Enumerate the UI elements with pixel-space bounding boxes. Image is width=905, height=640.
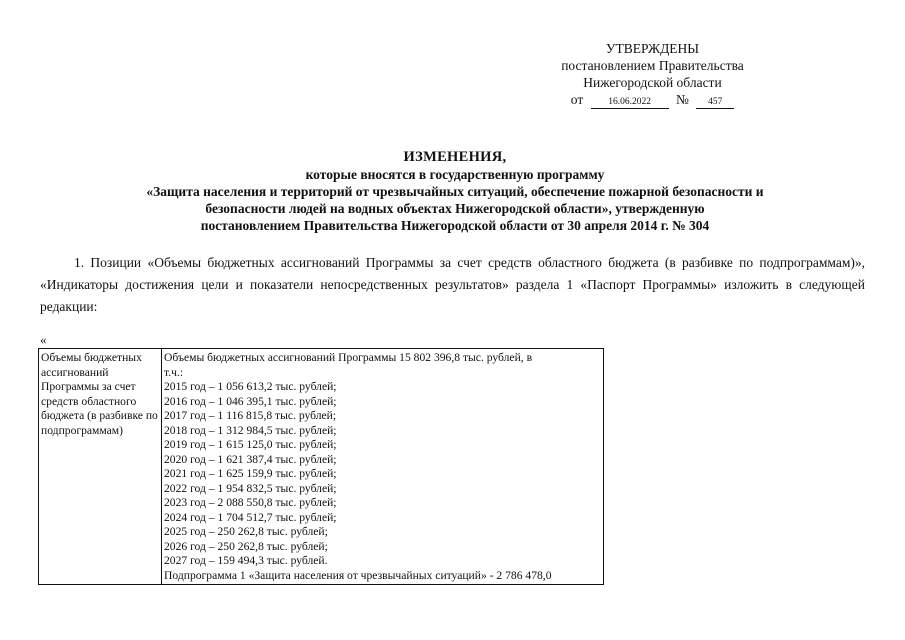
budget-line: 2021 год – 1 625 159,9 тыс. рублей; bbox=[164, 467, 337, 480]
approval-line-resolution: постановлением Правительства bbox=[561, 58, 744, 73]
approval-number-sign: № bbox=[675, 92, 689, 107]
budget-table-label: Объемы бюджетных ассигнований Программы за счет средств областного бюджета (в разбивке по подпрограммам) bbox=[39, 349, 162, 585]
heading-line-3: «Защита населения и территорий от чрезвычайных ситуаций, обеспечение пожарной безопасности и bbox=[146, 184, 764, 199]
budget-line: 2027 год – 159 494,3 тыс. рублей. bbox=[164, 554, 328, 567]
approval-stamp bbox=[530, 40, 775, 109]
heading-line-5: постановлением Правительства Нижегородской области от 30 апреля 2014 г. № 304 bbox=[200, 218, 710, 233]
approval-date-line bbox=[530, 91, 775, 109]
approval-number: 457 bbox=[696, 96, 734, 109]
table-row bbox=[39, 349, 604, 585]
approval-date: 16.06.2022 bbox=[591, 96, 669, 109]
heading-line-4: безопасности людей на водных объектах Нижегородской области», утвержденную bbox=[205, 201, 705, 216]
document-heading bbox=[60, 149, 850, 234]
budget-line: 2015 год – 1 056 613,2 тыс. рублей; bbox=[164, 380, 337, 393]
amendment-paragraph-text: 1. Позиции «Объемы бюджетных ассигнований Программы за счет средств областного бюджета (в разбивке по подпрограммам)», «Индикаторы достижения цели и показатели непосредственных результатов» раздела 1 «Паспорт Программы» изложить в следующей редакции: bbox=[40, 255, 865, 314]
budget-line: 2025 год – 250 262,8 тыс. рублей; bbox=[164, 525, 328, 538]
approval-title: УТВЕРЖДЕНЫ bbox=[605, 41, 700, 56]
amendment-paragraph bbox=[40, 252, 865, 318]
budget-line: т.ч.: bbox=[164, 365, 184, 379]
budget-line: 2019 год – 1 615 125,0 тыс. рублей; bbox=[164, 438, 337, 451]
approval-date-prefix: от bbox=[570, 92, 584, 107]
budget-table bbox=[38, 348, 604, 585]
budget-table-content bbox=[162, 349, 604, 585]
budget-line: 2022 год – 1 954 832,5 тыс. рублей; bbox=[164, 481, 337, 495]
budget-line: 2023 год – 2 088 550,8 тыс. рублей; bbox=[164, 496, 337, 509]
opening-quote-mark: « bbox=[40, 332, 47, 347]
budget-line: 2017 год – 1 116 815,8 тыс. рублей; bbox=[164, 409, 337, 422]
budget-line: Объемы бюджетных ассигнований Программы 15 802 396,8 тыс. рублей, в bbox=[164, 351, 533, 364]
heading-line-2: которые вносятся в государственную программу bbox=[305, 167, 605, 182]
document-title: ИЗМЕНЕНИЯ, bbox=[403, 149, 507, 165]
budget-line: 2018 год – 1 312 984,5 тыс. рублей; bbox=[164, 423, 337, 437]
budget-line: 2016 год – 1 046 395,1 тыс. рублей; bbox=[164, 394, 337, 408]
approval-line-region: Нижегородской области bbox=[583, 75, 722, 90]
budget-line: Подпрограмма 1 «Защита населения от чрезвычайных ситуаций» - 2 786 478,0 bbox=[164, 568, 552, 582]
budget-line: 2024 год – 1 704 512,7 тыс. рублей; bbox=[164, 510, 337, 524]
budget-line: 2026 год – 250 262,8 тыс. рублей; bbox=[164, 539, 328, 553]
budget-line: 2020 год – 1 621 387,4 тыс. рублей; bbox=[164, 452, 337, 466]
